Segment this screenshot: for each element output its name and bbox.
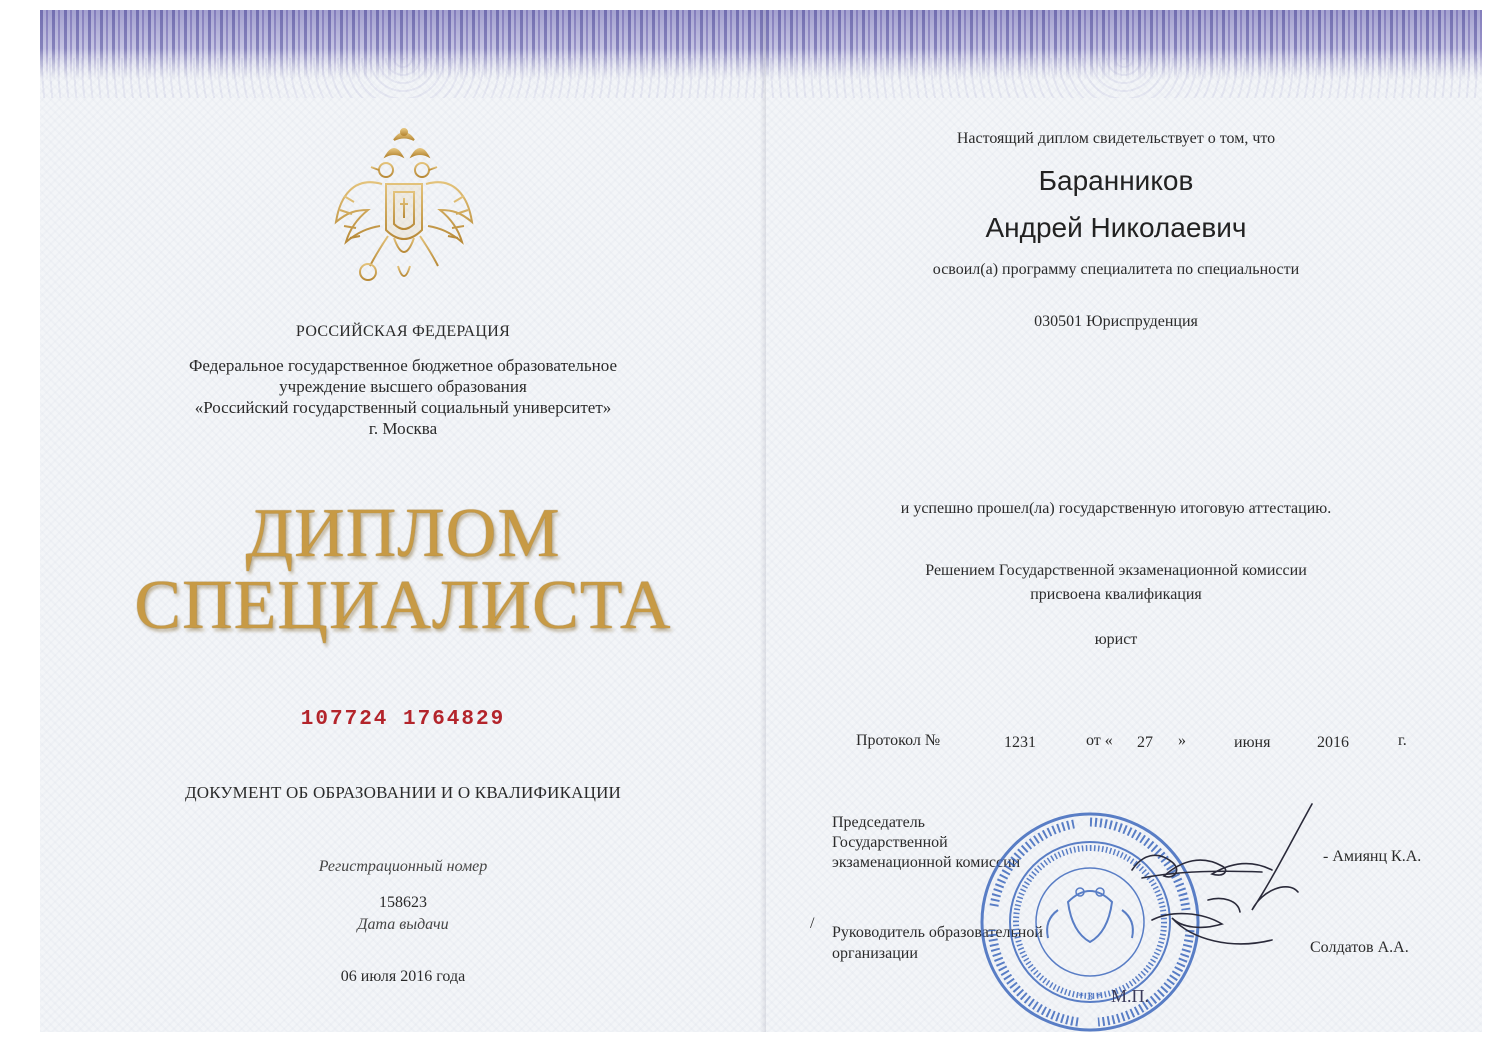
guilloche-wave-pattern [40,58,766,98]
country-name: РОССИЙСКАЯ ФЕДЕРАЦИЯ [295,323,511,340]
commission-chair-line-1: Председатель [832,814,925,831]
chair-signature [1112,800,1342,990]
protocol-number: 1231 [1004,734,1036,751]
diploma-serial-number: 107724 1764829 [300,708,506,731]
program-statement: освоил(а) программу специалитета по специальности [932,261,1300,278]
protocol-month: июня [1234,734,1271,751]
margin-mark: / [810,915,815,932]
guilloche-wave-pattern [766,58,1482,98]
commission-decision-line-1: Решением Государственной экзаменационной комиссии [925,562,1307,579]
protocol-year: 2016 [1317,734,1349,751]
certification-intro: Настоящий диплом свидетельствует о том, что [956,130,1276,147]
commission-chair-line-3: экзаменационной комиссии [832,854,1021,871]
commission-chair-line-2: Государственной [832,834,948,851]
attestation-statement: и успешно прошел(ла) государственную итоговую аттестацию. [900,500,1332,517]
graduate-given-names: Андрей Николаевич [985,212,1247,243]
registration-number-label: Регистрационный номер [318,858,488,875]
diploma-title-line-1: ДИПЛОМ [245,495,561,572]
organization-head-name: Солдатов А.А. [1310,939,1409,956]
issue-date: 06 июля 2016 года [340,968,466,985]
organization-head-line-1: Руководитель образовательной [832,924,1043,941]
commission-decision [766,559,1474,607]
svg-text:* 3 *: * 3 * [1078,989,1102,1003]
commission-chair-name: - Амиянц К.А. [1323,848,1422,865]
issue-date-label: Дата выдачи [357,916,449,933]
institution-name: «Российский государственный социальный университет» [194,398,612,417]
commission-decision-line-2: присвоена квалификация [1030,586,1202,603]
graduate-surname: Баранников [1038,165,1194,196]
specialty: 030501 Юриспруденция [1034,313,1198,330]
document-type: ДОКУМЕНТ ОБ ОБРАЗОВАНИИ И О КВАЛИФИКАЦИИ [184,783,622,802]
qualification: юрист [1094,631,1138,648]
registration-number: 158623 [379,894,427,911]
protocol-day-close-quote: » [1178,732,1186,749]
diploma-right-page [766,10,1482,1032]
organization-head-line-2: организации [832,945,918,962]
diploma-title-line-2: СПЕЦИАЛИСТА [134,567,672,644]
protocol-day: 27 [1137,734,1153,751]
stamp-place-mark: М.П. [1111,986,1150,1006]
russian-coat-of-arms-icon [324,126,484,306]
protocol-year-suffix: г. [1398,732,1407,749]
institution-line-2: учреждение высшего образования [279,377,527,396]
institution-city: г. Москва [368,419,438,438]
protocol-date-from: от « [1086,732,1113,749]
institution-line-1: Федеральное государственное бюджетное образовательное [188,356,618,375]
diploma-left-page [40,10,766,1032]
institution-block [40,355,766,439]
protocol-label: Протокол № [856,732,941,749]
